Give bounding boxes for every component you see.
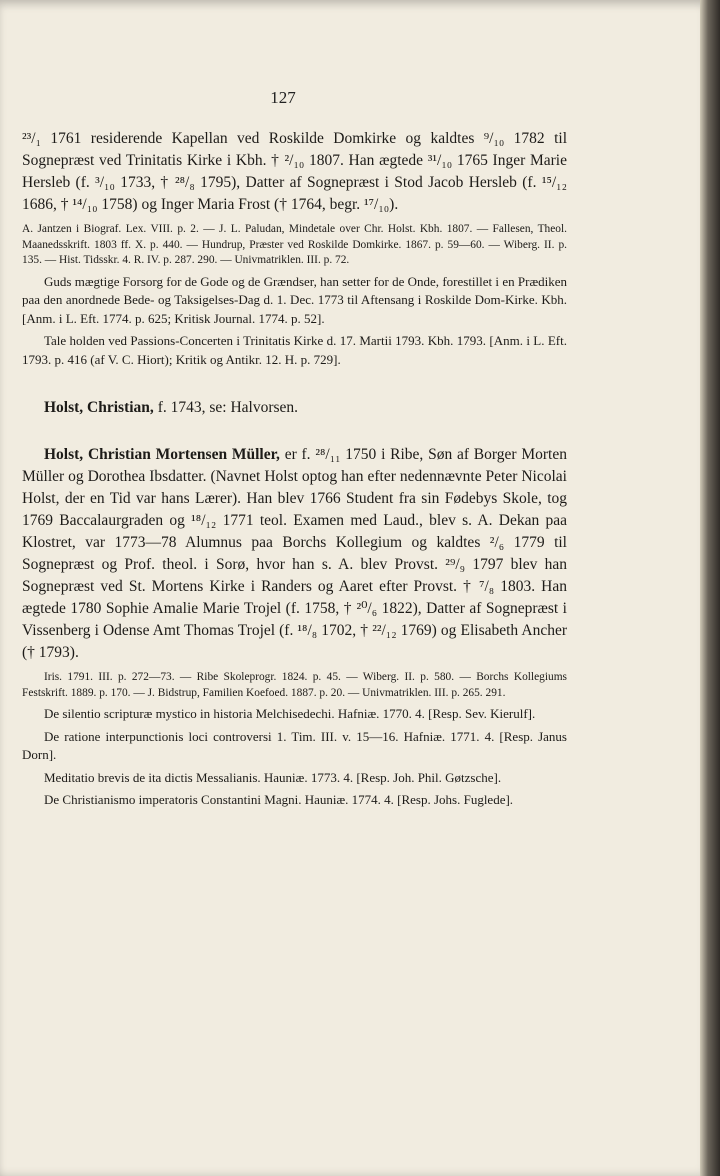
work-listing: De silentio scripturæ mystico in historia Melchisedechi. Hafniæ. 1770. 4. [Resp. Sev. Kierulf].	[44, 706, 536, 721]
entry-name: Holst, Christian Mortensen Müller,	[44, 446, 280, 463]
work-listing: De Christianismo imperatoris Constantini Magni. Hauniæ. 1774. 4. [Resp. Johs. Fuglede].	[44, 792, 514, 807]
bio-text-continued: ²³/₁ 1761 residerende Kapellan ved Roskilde Domkirke og kaldtes ⁹/₁₀ 1782 til Sognepræst ved Trinitatis Kirke i Kbh. † ²/₁₀ 1807. Han ægtede ³¹/₁₀ 1765 Inger Marie Hersleb (f. ³/₁₀ 1733, † ²⁸/₈ 1795), Datter af Sognepræst i Stod Jacob Hersleb (f. ¹⁵/₁₂ 1686, † ¹⁴/₁₀ 1758) og Inger Maria Frost († 1764, begr. ¹⁷/₁₀).	[22, 130, 567, 213]
book-spine-edge	[700, 0, 720, 1176]
work-listing: Meditatio brevis de ita dictis Messalianis. Hauniæ. 1773. 4. [Resp. Joh. Phil. Gøtzsche].	[44, 769, 502, 785]
page-body	[22, 128, 567, 814]
work-listing: De ratione interpunctionis loci controversi 1. Tim. III. v. 15—16. Hafniæ. 1771. 4. [Resp. Janus Dorn].	[22, 728, 567, 762]
entry-text: f. 1743, se: Halvorsen.	[153, 399, 299, 416]
work-listing: Tale holden ved Passions-Concerten i Trinitatis Kirke d. 17. Martii 1793. Kbh. 1793. [Anm. i L. Eft. 1793. p. 416 (af V. C. Hiort); Kritik og Antikr. 12. H. p. 729].	[22, 333, 567, 367]
page-number: 127	[270, 88, 296, 107]
entry-holst-christian	[22, 397, 567, 419]
source-references: A. Jantzen i Biograf. Lex. VIII. p. 2. — J. L. Paludan, Mindetale over Chr. Holst. Kbh. 1807. — Fallesen, Theol. Maanedsskrift. 1803 ff. X. p. 440. — Hundrup, Præster ved Roskilde Domkirke. 1867. p. 59—60. — Wiberg. II. p. 135. — Hist. Tidsskr. 4. R. IV. p. 287. 290. — Univmatriklen. III. p. 72.	[22, 223, 567, 266]
source-references: Iris. 1791. III. p. 272—73. — Ribe Skoleprogr. 1824. p. 45. — Wiberg. II. p. 580. — Borchs Kollegiums Festskrift. 1889. p. 170. — J. Bidstrup, Familien Koefoed. 1887. p. 20. — Univmatriklen. III. p. 265. 291.	[22, 671, 567, 699]
entry-holst-christian-mortensen-muller	[22, 444, 567, 664]
entry-text: er f. ²⁸/₁₁ 1750 i Ribe, Søn af Borger Morten Müller og Dorothea Ibsdatter. (Navnet Holst optog han efter nedennævnte Peter Nicolai Holst, der en Tid var hans Lærer). Han blev 1766 Student fra sin Fødebys Skole, tog 1769 Baccalaurgraden og ¹⁸/₁₂ 1771 teol. Examen med Laud., blev s. A. Dekan paa Klostret, var 1773—78 Alumnus paa Borchs Kollegium og kaldtes ²/₆ 1779 til Sognepræst og Prof. theol. i Sorø, hvor han s. A. blev Provst. ²⁹/₉ 1797 blev han Sognepræst ved St. Mortens Kirke i Randers og Aaret efter Provst. † ⁷/₈ 1803. Han ægtede 1780 Sophie Amalie Marie Trojel (f. 1758, † ²⁰/₆ 1822), Datter af Sognepræst i Vissenberg i Odense Amt Thomas Trojel (f. ¹⁸/₈ 1702, † ²²/₁₂ 1769) og Elisabeth Ancher († 1793).	[22, 446, 567, 661]
entry-name: Holst, Christian,	[44, 399, 154, 416]
work-listing: Guds mægtige Forsorg for de Gode og de Grændser, han setter for de Onde, forestillet i en Prædiken paa den anordnede Bede- og Taksigelses-Dag d. 1. Dec. 1773 til Aftensang i Roskilde Dom-Kirke. Kbh. [Anm. i L. Eft. 1774. p. 625; Kritisk Journal. 1774. p. 52].	[22, 273, 567, 326]
